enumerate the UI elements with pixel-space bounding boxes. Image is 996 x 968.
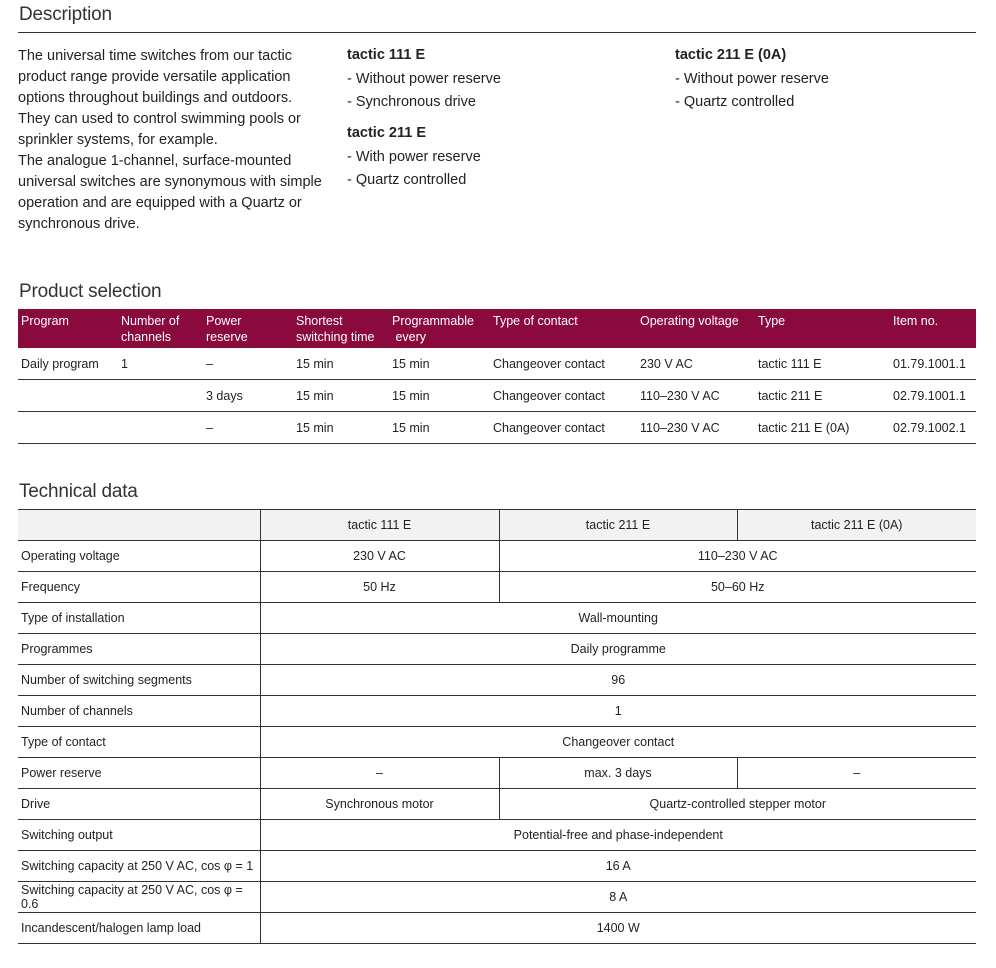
col-program: Program [21, 314, 69, 328]
table-row [18, 758, 976, 789]
row-label: Operating voltage [18, 541, 260, 572]
variant-feature: - With power reserve [347, 146, 481, 170]
cell-voltage: 230 V AC [640, 356, 693, 371]
technical-data-table [18, 509, 976, 944]
cell-power-reserve: 3 days [206, 388, 243, 403]
col-item-no: Item no. [893, 314, 939, 328]
variant-feature: - Without power reserve [675, 68, 829, 92]
table-row [18, 412, 976, 444]
cell-channels [118, 412, 203, 444]
col-shortest-switching: Shortest switching time [296, 314, 375, 344]
variant-tactic-211e [347, 122, 481, 193]
cell-value: 8 A [260, 882, 976, 913]
table-row [18, 541, 976, 572]
product-selection-header [18, 309, 976, 348]
table-row [18, 789, 976, 820]
table-row [18, 572, 976, 603]
variant-tactic-211e-0a [675, 44, 829, 115]
col-tactic-211e-0a: tactic 211 E (0A) [737, 510, 976, 541]
cell-contact: Changeover contact [493, 420, 605, 435]
table-row [18, 603, 976, 634]
variant-feature: - Synchronous drive [347, 91, 501, 115]
cell-programmable: 15 min [392, 356, 430, 371]
cell-value: – [260, 758, 499, 789]
variant-feature: - Without power reserve [347, 68, 501, 92]
col-programmable: Programmable every [392, 314, 474, 344]
table-row [18, 696, 976, 727]
cell-programmable: 15 min [392, 388, 430, 403]
col-channels: Number of channels [121, 314, 180, 344]
variant-title: tactic 211 E [347, 125, 426, 141]
row-label: Number of channels [18, 696, 260, 727]
cell-type: tactic 111 E [758, 356, 822, 371]
col-type: Type [758, 314, 786, 328]
cell-item-no: 01.79.1001.1 [893, 356, 966, 371]
description-paragraph-2: The analogue 1-channel, surface-mounted universal switches are synonymous with simple operation and are equipped with a Quartz or synchronous drive. [18, 153, 322, 232]
row-label: Switching capacity at 250 V AC, cos φ = 1 [18, 851, 260, 882]
cell-value: Daily programme [260, 634, 976, 665]
row-label: Power reserve [18, 758, 260, 789]
table-row [18, 882, 976, 913]
table-row [18, 851, 976, 882]
table-row [18, 820, 976, 851]
row-label: Type of installation [18, 603, 260, 634]
cell-voltage: 110–230 V AC [640, 420, 720, 435]
row-label: Type of contact [18, 727, 260, 758]
cell-shortest: 15 min [296, 420, 334, 435]
col-contact: Type of contact [493, 314, 578, 328]
col-power-reserve: Power reserve [206, 314, 248, 344]
technical-data-header [18, 510, 976, 541]
col-voltage: Operating voltage [640, 314, 739, 328]
cell-item-no: 02.79.1002.1 [893, 420, 966, 435]
variant-feature: - Quartz controlled [347, 169, 481, 193]
cell-value: 50 Hz [260, 572, 499, 603]
row-label: Programmes [18, 634, 260, 665]
cell-power-reserve: – [206, 356, 213, 371]
cell-shortest: 15 min [296, 356, 334, 371]
row-label: Frequency [18, 572, 260, 603]
row-label: Switching output [18, 820, 260, 851]
cell-value: Potential-free and phase-independent [260, 820, 976, 851]
cell-value: 1400 W [260, 913, 976, 944]
variant-title: tactic 111 E [347, 47, 426, 63]
cell-power-reserve: – [206, 420, 213, 435]
table-row [18, 380, 976, 412]
cell-channels: 1 [121, 356, 128, 371]
cell-value: 1 [260, 696, 976, 727]
header-empty-cell [18, 510, 260, 541]
cell-value: max. 3 days [499, 758, 737, 789]
cell-type: tactic 211 E (0A) [758, 420, 850, 435]
description-heading: Description [19, 4, 112, 25]
table-row [18, 634, 976, 665]
cell-value: 110–230 V AC [499, 541, 976, 572]
cell-contact: Changeover contact [493, 356, 605, 371]
cell-channels [118, 380, 203, 412]
row-label: Switching capacity at 250 V AC, cos φ = 0.6 [18, 882, 260, 913]
cell-value: Synchronous motor [260, 789, 499, 820]
description-paragraph-1: The universal time switches from our tactic product range provide versatile application options throughout buildings and outdoors. They can used to control swimming pools or sprinkler systems, for example. [18, 48, 301, 148]
variant-tactic-111e [347, 44, 501, 115]
product-selection-heading: Product selection [19, 281, 162, 302]
cell-value: 230 V AC [260, 541, 499, 572]
cell-program [18, 380, 118, 412]
cell-type: tactic 211 E [758, 388, 823, 403]
cell-contact: Changeover contact [493, 388, 605, 403]
row-label: Incandescent/halogen lamp load [18, 913, 260, 944]
table-row [18, 727, 976, 758]
cell-programmable: 15 min [392, 420, 430, 435]
cell-value: Wall-mounting [260, 603, 976, 634]
technical-data-heading: Technical data [19, 481, 138, 502]
col-tactic-111e: tactic 111 E [260, 510, 499, 541]
cell-program [18, 412, 118, 444]
table-row [18, 913, 976, 944]
cell-value: – [737, 758, 976, 789]
cell-value: Changeover contact [260, 727, 976, 758]
variant-feature: - Quartz controlled [675, 91, 829, 115]
cell-shortest: 15 min [296, 388, 334, 403]
table-row [18, 665, 976, 696]
cell-program: Daily program [21, 356, 99, 371]
product-selection-table [18, 309, 976, 444]
cell-value: Quartz-controlled stepper motor [499, 789, 976, 820]
cell-value: 96 [260, 665, 976, 696]
row-label: Number of switching segments [18, 665, 260, 696]
cell-voltage: 110–230 V AC [640, 388, 720, 403]
cell-item-no: 02.79.1001.1 [893, 388, 966, 403]
description-rule [18, 32, 976, 33]
col-tactic-211e: tactic 211 E [499, 510, 737, 541]
cell-value: 50–60 Hz [499, 572, 976, 603]
table-row [18, 348, 976, 380]
variant-title: tactic 211 E (0A) [675, 47, 787, 63]
description-text [18, 46, 328, 235]
cell-value: 16 A [260, 851, 976, 882]
row-label: Drive [18, 789, 260, 820]
